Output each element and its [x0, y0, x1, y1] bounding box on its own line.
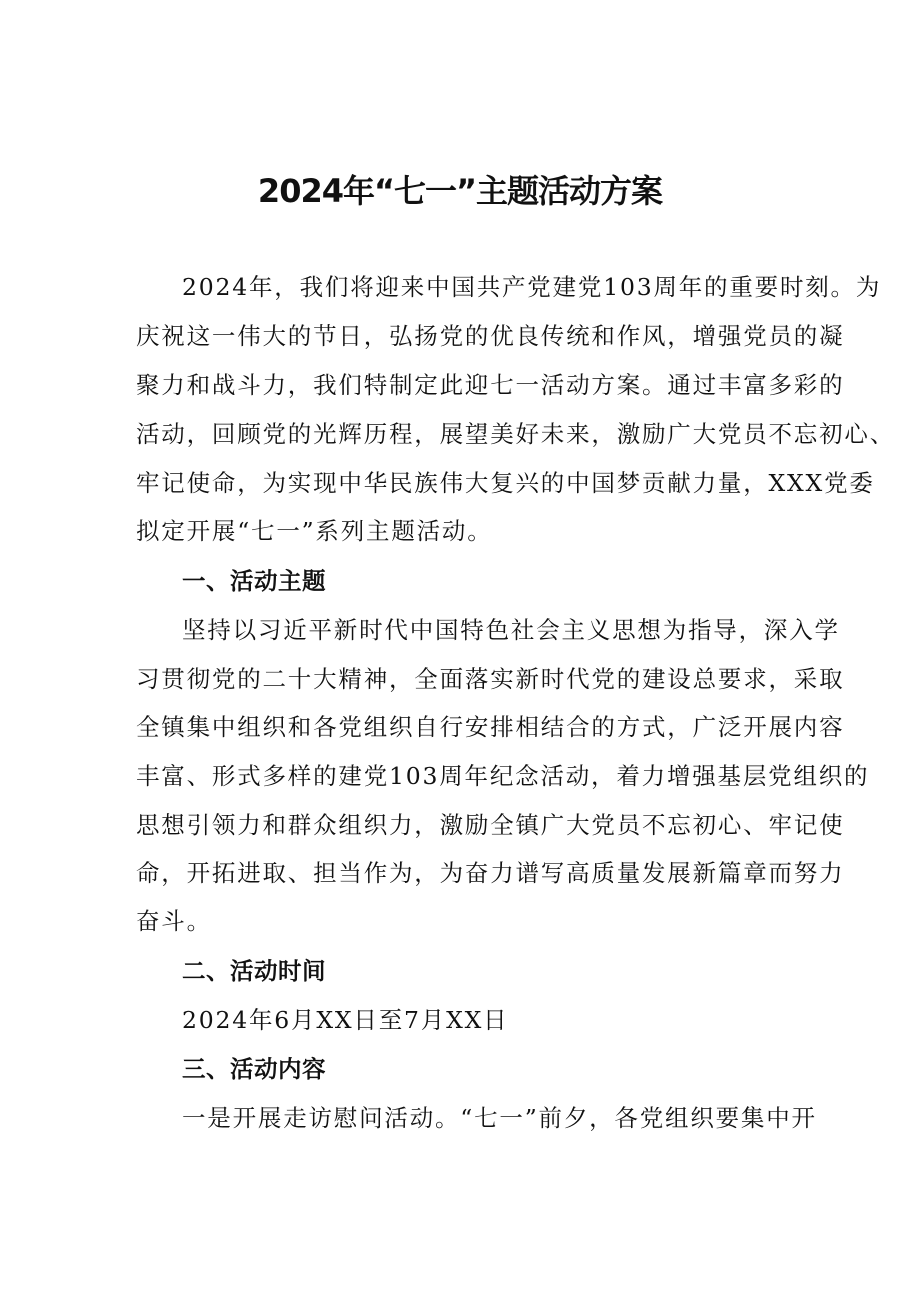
document-title: 2024年“七一”主题活动方案 — [257, 172, 663, 210]
intro-line: 活动，回顾党的光辉历程，展望美好未来，激励广大党员不忘初心、 — [136, 420, 895, 448]
section1-line: 丰富、形式多样的建党103周年纪念活动，着力增强基层党组织的 — [136, 762, 870, 790]
section3-line: 一是开展走访慰问活动。“七一”前夕，各党组织要集中开 — [182, 1104, 817, 1132]
section-heading-theme: 一、活动主题 — [182, 567, 326, 595]
section1-line: 命，开拓进取、担当作为，为奋力谱写高质量发展新篇章而努力 — [136, 859, 845, 887]
section-heading-content: 三、活动内容 — [182, 1055, 326, 1083]
section-heading-time: 二、活动时间 — [182, 957, 326, 985]
section1-line: 习贯彻党的二十大精神，全面落实新时代党的建设总要求，采取 — [136, 665, 845, 693]
section1-line: 奋斗。 — [136, 907, 212, 935]
intro-line: 庆祝这一伟大的节日，弘扬党的优良传统和作风，增强党员的凝 — [136, 322, 845, 350]
section1-line: 坚持以习近平新时代中国特色社会主义思想为指导，深入学 — [182, 616, 840, 644]
section2-date-line: 2024年6月XX日至7月XX日 — [182, 1006, 509, 1034]
intro-line: 牢记使命，为实现中华民族伟大复兴的中国梦贡献力量，XXX党委 — [136, 469, 875, 497]
intro-line: 聚力和战斗力，我们特制定此迎七一活动方案。通过丰富多彩的 — [136, 371, 845, 399]
section1-line: 思想引领力和群众组织力，激励全镇广大党员不忘初心、牢记使 — [136, 811, 845, 839]
intro-line: 拟定开展“七一”系列主题活动。 — [136, 517, 493, 545]
section1-line: 全镇集中组织和各党组织自行安排相结合的方式，广泛开展内容 — [136, 713, 845, 741]
intro-line: 2024年，我们将迎来中国共产党建党103周年的重要时刻。为 — [182, 273, 882, 301]
